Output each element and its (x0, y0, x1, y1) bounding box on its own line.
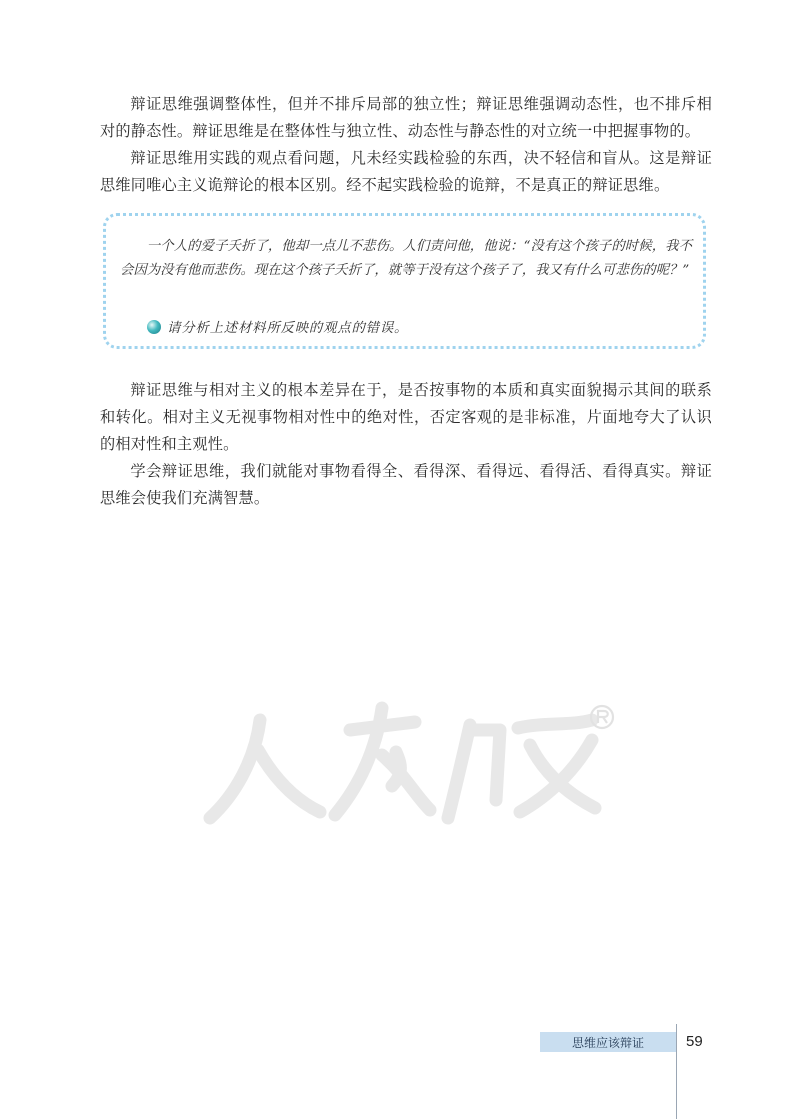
activity-question-text: 请分析上述材料所反映的观点的错误。 (167, 321, 409, 336)
footer-section-title-text: 思维应该辩证 (571, 1035, 644, 1050)
footer-section-title (540, 1032, 676, 1052)
paragraph-conclusion: 学会辩证思维，我们就能对事物看得全、看得深、看得远、看得活、看得真实。辩证思维会使我们充满智慧。 (100, 462, 712, 507)
activity-question (147, 317, 408, 336)
paragraph-dialectical-holism: 辩证思维强调整体性，但并不排斥局部的独立性；辩证思维强调动态性，也不排斥相对的静态性。辩证思维是在整体性与独立性、动态性与静态性的对立统一中把握事物的。 (100, 95, 712, 140)
footer-divider (676, 1024, 677, 1119)
teal-bullet-icon (147, 320, 161, 334)
paragraph-practice-viewpoint: 辩证思维用实践的观点看问题，凡未经实践检验的东西，决不轻信和盲从。这是辩证思维同唯心主义诡辩论的根本区别。经不起实践检验的诡辩，不是真正的辩证思维。 (100, 149, 712, 194)
activity-story-text: 一个人的爱子夭折了，他却一点儿不悲伤。人们责问他，他说：“没有这个孩子的时候，我不会因为没有他而悲伤。现在这个孩子夭折了，就等于没有这个孩子了，我又有什么可悲伤的呢？” (120, 239, 692, 278)
page-number: 59 (686, 1033, 703, 1050)
publisher-watermark-logo (200, 700, 620, 830)
paragraph-relativism: 辩证思维与相对主义的根本差异在于，是否按事物的本质和真实面貌揭示其间的联系和转化。相对主义无视事物相对性中的绝对性，否定客观的是非标准，片面地夸大了认识的相对性和主观性。 (100, 381, 712, 453)
